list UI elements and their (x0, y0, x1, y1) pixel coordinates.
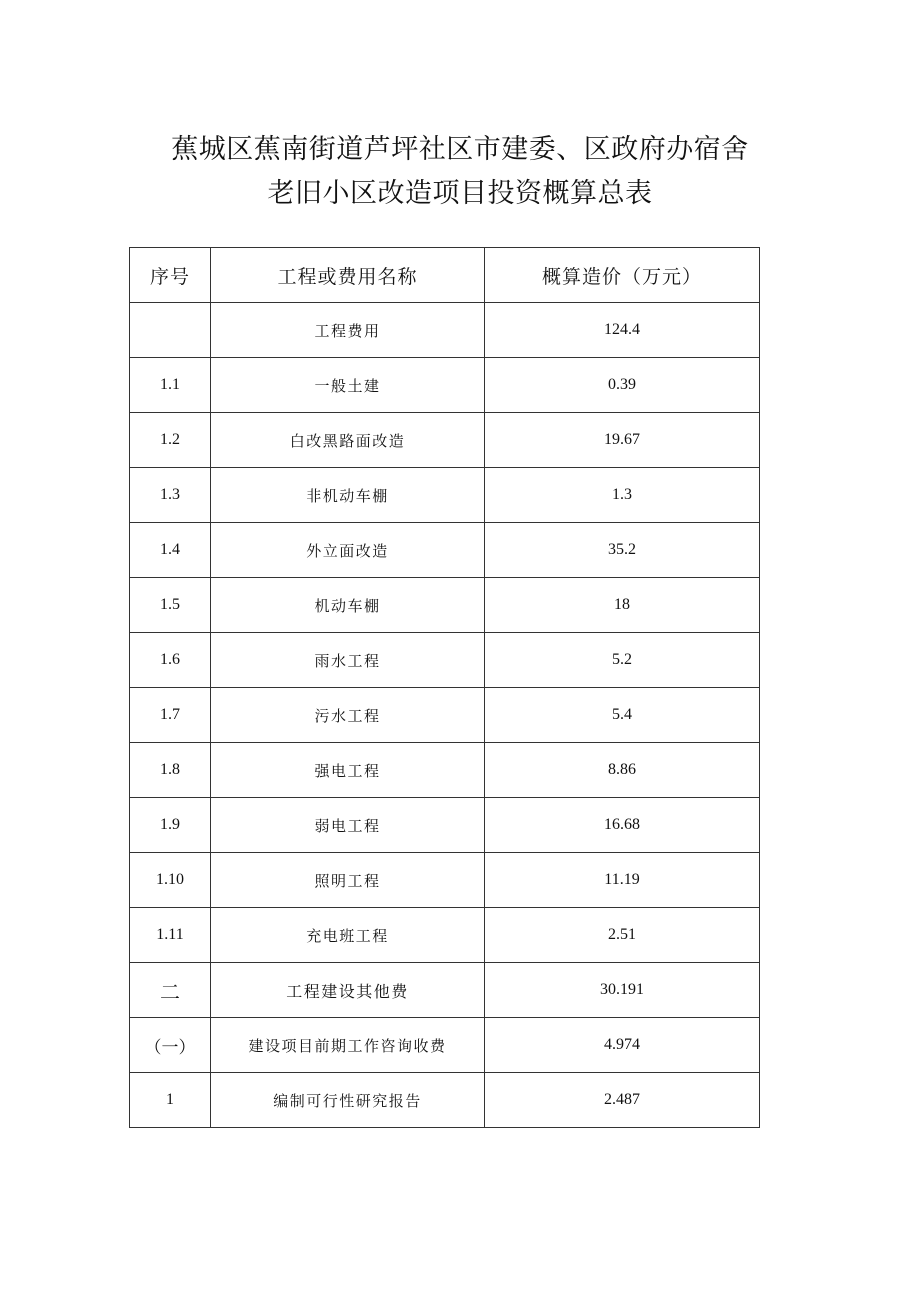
row-no: 1.11 (130, 908, 211, 963)
table-row (130, 578, 760, 633)
row-name: 污水工程 (211, 688, 485, 743)
table-row (130, 523, 760, 578)
row-price: 0.39 (485, 358, 760, 413)
table-row (130, 908, 760, 963)
row-name: 机动车棚 (211, 578, 485, 633)
row-no: 1.9 (130, 798, 211, 853)
table-row (130, 743, 760, 798)
row-name: 建设项目前期工作咨询收费 (211, 1018, 485, 1073)
table-row (130, 853, 760, 908)
table-row (130, 358, 760, 413)
row-name: 外立面改造 (211, 523, 485, 578)
row-price: 2.51 (485, 908, 760, 963)
row-price: 124.4 (485, 303, 760, 358)
row-price: 11.19 (485, 853, 760, 908)
table-row (130, 303, 760, 358)
budget-table (129, 247, 760, 1128)
row-no: 1.1 (130, 358, 211, 413)
row-price: 5.2 (485, 633, 760, 688)
document-title (0, 128, 920, 216)
row-name: 白改黑路面改造 (211, 413, 485, 468)
row-no: 二 (130, 963, 211, 1018)
row-price: 1.3 (485, 468, 760, 523)
row-name: 弱电工程 (211, 798, 485, 853)
row-no: 1.5 (130, 578, 211, 633)
row-price: 18 (485, 578, 760, 633)
row-name: 工程费用 (211, 303, 485, 358)
header-no: 序号 (130, 248, 211, 303)
table-row (130, 798, 760, 853)
table-row (130, 413, 760, 468)
row-price: 4.974 (485, 1018, 760, 1073)
row-price: 8.86 (485, 743, 760, 798)
row-price: 30.191 (485, 963, 760, 1018)
row-name: 编制可行性研究报告 (211, 1073, 485, 1128)
title-line-2: 老旧小区改造项目投资概算总表 (267, 178, 653, 209)
row-name: 照明工程 (211, 853, 485, 908)
table-row (130, 688, 760, 743)
row-no: （一） (130, 1018, 211, 1073)
table-header-row (130, 248, 760, 303)
row-name: 强电工程 (211, 743, 485, 798)
table-row (130, 1073, 760, 1128)
row-no: 1.8 (130, 743, 211, 798)
row-price: 19.67 (485, 413, 760, 468)
row-no: 1.7 (130, 688, 211, 743)
header-name: 工程或费用名称 (211, 248, 485, 303)
row-no (130, 303, 211, 358)
row-no: 1.3 (130, 468, 211, 523)
row-name: 非机动车棚 (211, 468, 485, 523)
header-price: 概算造价（万元） (485, 248, 760, 303)
row-price: 35.2 (485, 523, 760, 578)
table-row (130, 1018, 760, 1073)
table-row (130, 633, 760, 688)
row-no: 1.6 (130, 633, 211, 688)
row-name: 工程建设其他费 (211, 963, 485, 1018)
row-name: 一般土建 (211, 358, 485, 413)
title-line-1: 蕉城区蕉南街道芦坪社区市建委、区政府办宿舍 (171, 134, 749, 165)
row-no: 1.2 (130, 413, 211, 468)
row-no: 1.4 (130, 523, 211, 578)
row-name: 充电班工程 (211, 908, 485, 963)
row-no: 1 (130, 1073, 211, 1128)
row-price: 5.4 (485, 688, 760, 743)
row-price: 2.487 (485, 1073, 760, 1128)
row-price: 16.68 (485, 798, 760, 853)
table-row (130, 468, 760, 523)
row-name: 雨水工程 (211, 633, 485, 688)
row-no: 1.10 (130, 853, 211, 908)
table-row (130, 963, 760, 1018)
